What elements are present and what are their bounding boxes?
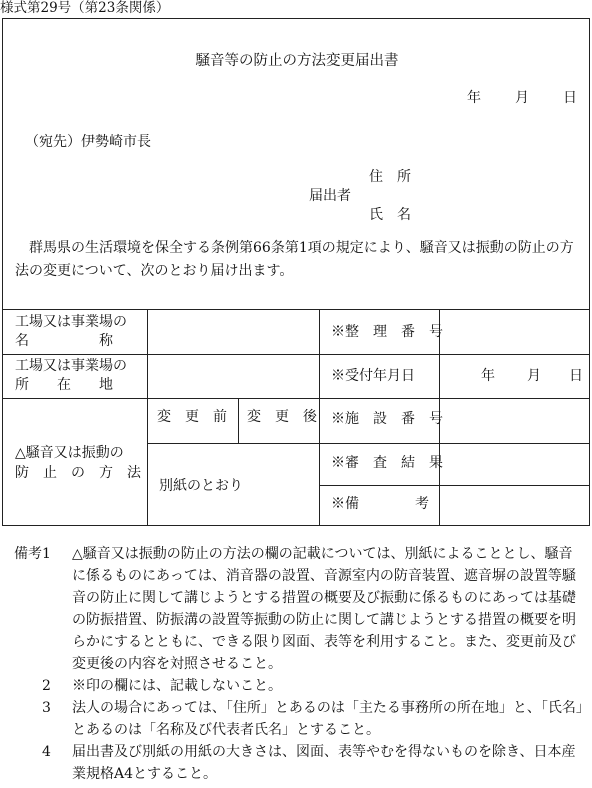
method-label-line2: 防 止 の 方 法 — [15, 465, 141, 481]
date-month-label: 月 — [515, 90, 529, 106]
before-change-header: 変 更 前 — [157, 409, 227, 425]
row-divider-3 — [319, 443, 589, 444]
note-text-1: △騒音又は振動の防止の方法の欄の記載については、別紙によることとし、騒音に係るものにあっては、消音器の設置、音源室内の防音装置、遮音塀の設置等騒音の防止に関して講じようとする措置の概要及び振動に係るものにあっては基礎の防振措置、防振溝の設置等振動の防止に関して講じようとする措置の概要を明らかにするとともに、できる限り図面、表等を利用すること。また、変更前及び変更後の内容を対照させること。 — [72, 546, 576, 672]
row-divider-1 — [3, 354, 589, 355]
received-day: 日 — [569, 368, 583, 384]
review-result-label: ※審 査 結 果 — [331, 455, 443, 471]
received-date-label: ※受付年月日 — [331, 368, 415, 384]
facility-number-label: ※施 設 番 号 — [331, 411, 443, 427]
form-frame — [2, 18, 590, 526]
col-divider-before-after — [238, 398, 239, 443]
note-item-1 — [14, 543, 584, 675]
date-year-label: 年 — [467, 90, 481, 106]
remarks-label: ※備 考 — [331, 496, 429, 512]
row-divider-2 — [3, 398, 589, 399]
notifier-label: 届出者 — [309, 188, 351, 204]
col-divider-2 — [319, 309, 320, 525]
ref-number-label: ※整 理 番 号 — [331, 324, 443, 340]
received-month: 月 — [527, 368, 541, 384]
notifier-address-label: 住 所 — [369, 169, 411, 185]
notifier-name-label: 氏 名 — [369, 207, 411, 223]
date-day-label: 日 — [563, 90, 577, 106]
factory-location-label-line2: 所 在 地 — [15, 377, 113, 393]
note-num-3: 3 — [42, 700, 51, 716]
note-num-4: 4 — [42, 744, 51, 760]
factory-location-label-line1: 工場又は事業場の — [15, 358, 127, 374]
received-year: 年 — [481, 368, 495, 384]
note-text-2: ※印の欄には、記載しないこと。 — [72, 678, 282, 694]
form-number-label: 様式第29号（第23条関係） — [0, 0, 170, 16]
attachment-text: 別紙のとおり — [159, 478, 243, 494]
factory-name-label-line2: 名 称 — [15, 333, 113, 349]
notes-section — [14, 543, 584, 785]
before-after-divider — [147, 443, 319, 444]
addressee: （宛先）伊勢崎市長 — [25, 134, 151, 150]
note-num-2: 2 — [42, 678, 51, 694]
note-item-4 — [14, 741, 584, 785]
note-item-3 — [14, 697, 584, 741]
notes-heading: 備考1 — [14, 546, 51, 562]
method-label-line1: △騒音又は振動の — [15, 445, 124, 461]
col-divider-1 — [147, 309, 148, 525]
table-top-line — [3, 309, 589, 310]
factory-name-label-line1: 工場又は事業場の — [15, 314, 127, 330]
form-title: 騒音等の防止の方法変更届出書 — [195, 53, 399, 69]
after-change-header: 変 更 後 — [247, 409, 317, 425]
body-paragraph: 群馬県の生活環境を保全する条例第66条第1項の規定により、騒音又は振動の防止の方法の変更について、次のとおり届け出ます。 — [15, 240, 574, 279]
note-text-4: 届出書及び別紙の用紙の大きさは、図面、表等やむを得ないものを除き、日本産業規格A4とすること。 — [72, 744, 576, 782]
note-item-2 — [14, 675, 584, 697]
row-divider-4 — [319, 485, 589, 486]
note-text-3: 法人の場合にあっては、「住所」とあるのは「主たる事務所の所在地」と、「氏名」とあるのは「名称及び代表者氏名」とすること。 — [72, 700, 583, 738]
